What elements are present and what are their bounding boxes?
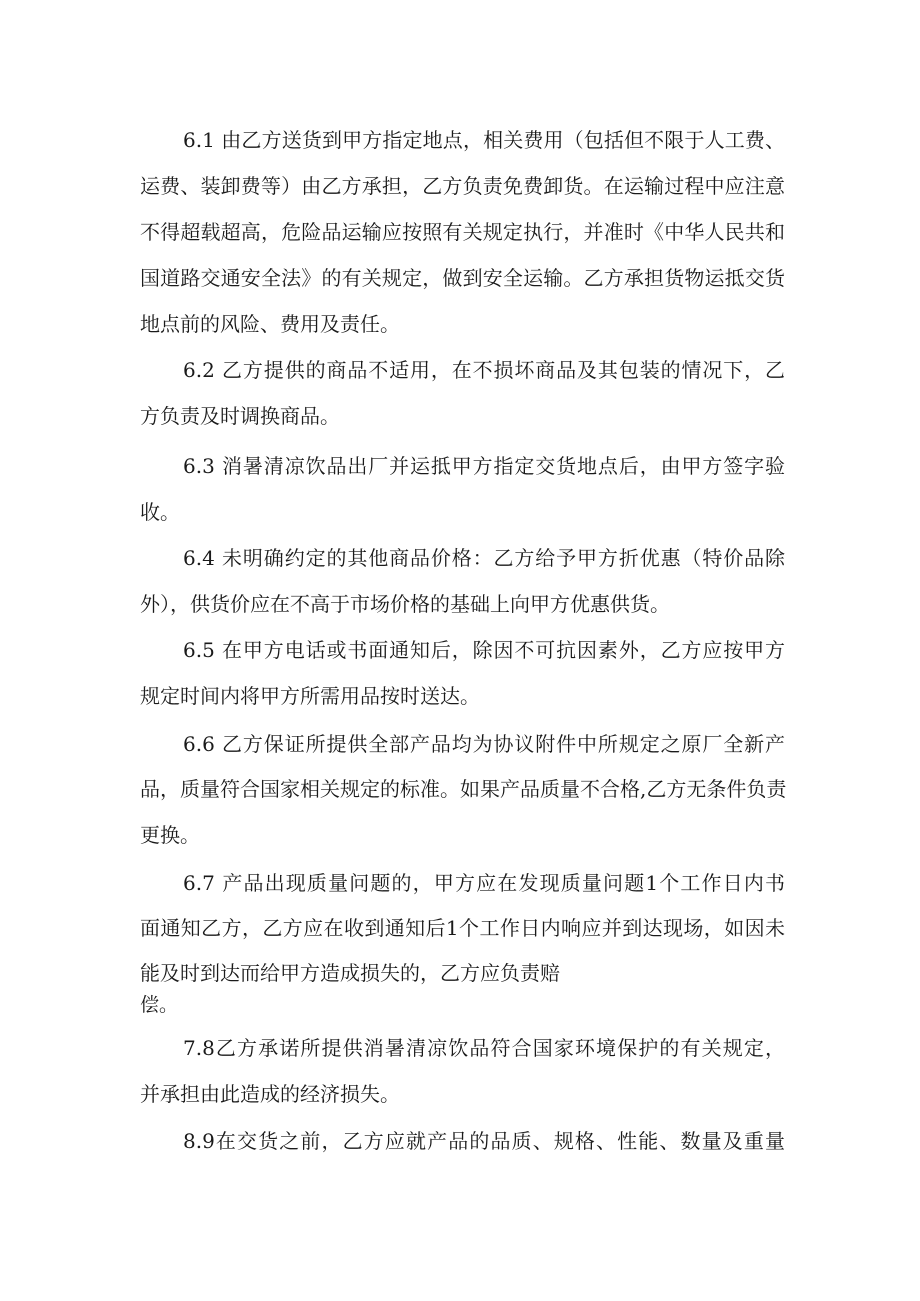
clause-6-7-line-3: 能及时到达而给甲方造成损失的，乙方应负责赔 <box>140 961 560 985</box>
clause-6-1-line-5: 地点前的风险、费用及责任。 <box>140 312 400 336</box>
clause-6-6-line-2: 品，质量符合国家相关规定的标准。如果产品质量不合格,乙方无条件负责 <box>140 777 787 801</box>
clause-6-7-line-1: 6.7 产品出现质量问题的，甲方应在发现质量问题1个工作日内书 <box>183 871 785 895</box>
clause-6-6-line-3: 更换。 <box>140 823 200 847</box>
clause-6-7-line-2: 面通知乙方，乙方应在收到通知后1个工作日内响应并到达现场，如因未 <box>140 916 785 940</box>
clause-6-2-line-2: 方负责及时调换商品。 <box>140 404 340 428</box>
clause-6-4-line-1: 6.4 未明确约定的其他商品价格：乙方给予甲方折优惠（特价品除 <box>183 546 785 570</box>
clause-6-2-line-1: 6.2 乙方提供的商品不适用，在不损坏商品及其包装的情况下，乙 <box>183 358 785 382</box>
clause-6-4-line-2: 外），供货价应在不高于市场价格的基础上向甲方优惠供货。 <box>140 592 670 616</box>
clause-6-5-line-1: 6.5 在甲方电话或书面通知后，除因不可抗因素外，乙方应按甲方 <box>183 638 785 662</box>
clause-8-9-line-1: 8.9在交货之前，乙方应就产品的品质、规格、性能、数量及重量 <box>183 1129 785 1153</box>
clause-6-3-line-1: 6.3 消暑清凉饮品出厂并运抵甲方指定交货地点后，由甲方签字验 <box>183 454 785 478</box>
clause-6-1-line-3: 不得超载超高，危险品运输应按照有关规定执行，并准时《中华人民共和 <box>140 220 785 244</box>
clause-6-1-line-1: 6.1 由乙方送货到甲方指定地点，相关费用（包括但不限于人工费、 <box>183 128 785 152</box>
clause-6-1-line-2: 运费、装卸费等）由乙方承担，乙方负责免费卸货。在运输过程中应注意 <box>140 174 785 198</box>
clause-6-7-line-4: 偿。 <box>140 994 179 1016</box>
clause-6-6-line-1: 6.6 乙方保证所提供全部产品均为协议附件中所规定之原厂全新产 <box>183 732 785 756</box>
clause-6-3-line-2: 收。 <box>140 500 180 524</box>
clause-6-5-line-2: 规定时间内将甲方所需用品按时送达。 <box>140 684 480 708</box>
clause-7-8-line-2: 并承担由此造成的经济损失。 <box>140 1082 400 1106</box>
clause-7-8-line-1: 7.8乙方承诺所提供消暑清凉饮品符合国家环境保护的有关规定， <box>183 1036 785 1060</box>
clause-6-1-line-4: 国道路交通安全法》的有关规定，做到安全运输。乙方承担货物运抵交货 <box>140 266 785 290</box>
